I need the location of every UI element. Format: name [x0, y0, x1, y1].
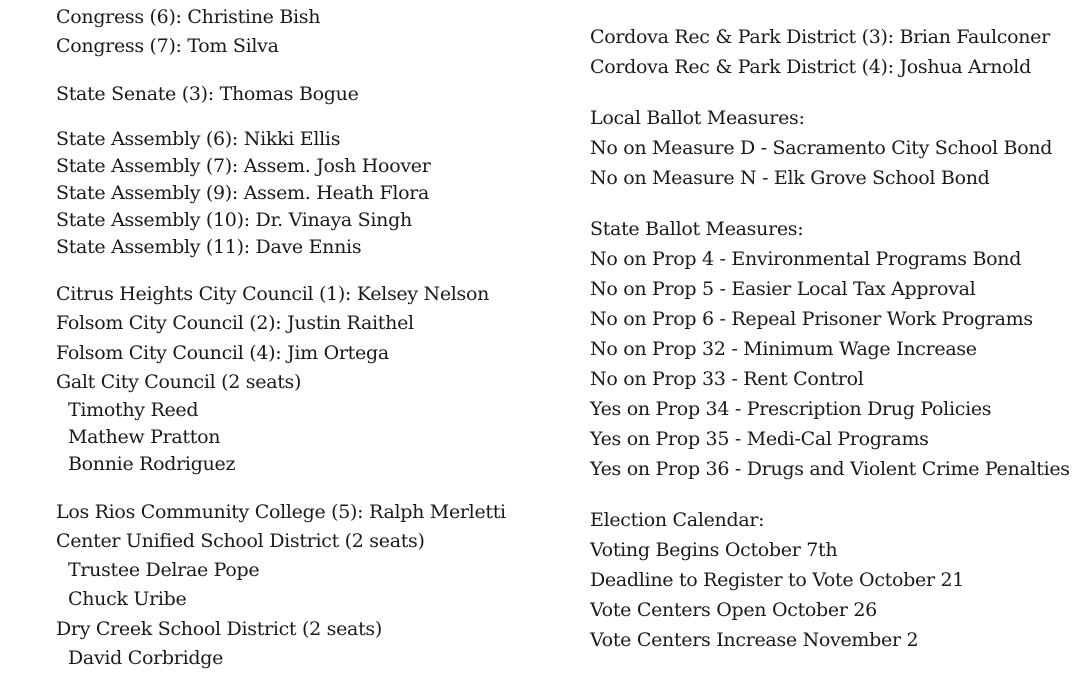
- endorsement-state-assembly-9: State Assembly (9): Assem. Heath Flora: [56, 182, 430, 204]
- galt-candidate: Mathew Pratton: [68, 426, 221, 448]
- state-measure-item: No on Prop 33 - Rent Control: [590, 368, 864, 390]
- center-unified-heading: Center Unified School District (2 seats): [56, 530, 425, 552]
- calendar-item: Vote Centers Open October 26: [590, 599, 877, 621]
- endorsement-los-rios-5: Los Rios Community College (5): Ralph Merletti: [56, 501, 506, 523]
- center-unified-candidate: Chuck Uribe: [68, 588, 187, 610]
- endorsement-congress-7: Congress (7): Tom Silva: [56, 35, 279, 57]
- state-measure-item: No on Prop 5 - Easier Local Tax Approval: [590, 278, 976, 300]
- galt-candidate: Timothy Reed: [68, 399, 199, 421]
- state-measure-item: No on Prop 6 - Repeal Prisoner Work Programs: [590, 308, 1033, 330]
- endorsement-congress-6: Congress (6): Christine Bish: [56, 6, 321, 28]
- dry-creek-candidate: David Corbridge: [68, 647, 224, 669]
- endorsement-state-assembly-6: State Assembly (6): Nikki Ellis: [56, 128, 341, 150]
- dry-creek-heading: Dry Creek School District (2 seats): [56, 618, 382, 640]
- endorsement-cordova-park-3: Cordova Rec & Park District (3): Brian Faulconer: [590, 26, 1050, 48]
- state-measure-item: Yes on Prop 36 - Drugs and Violent Crime Penalties: [590, 458, 1070, 480]
- state-measure-item: No on Prop 4 - Environmental Programs Bond: [590, 248, 1022, 270]
- election-calendar-heading: Election Calendar:: [590, 509, 765, 531]
- endorsement-folsom-council-2: Folsom City Council (2): Justin Raithel: [56, 312, 414, 334]
- endorsement-state-senate-3: State Senate (3): Thomas Bogue: [56, 83, 359, 105]
- state-ballot-measures-heading: State Ballot Measures:: [590, 218, 804, 240]
- calendar-item: Vote Centers Increase November 2: [590, 629, 919, 651]
- endorsement-state-assembly-10: State Assembly (10): Dr. Vinaya Singh: [56, 209, 412, 231]
- galt-candidate: Bonnie Rodriguez: [68, 453, 236, 475]
- state-measure-item: Yes on Prop 34 - Prescription Drug Policies: [590, 398, 992, 420]
- local-measure-item: No on Measure N - Elk Grove School Bond: [590, 167, 990, 189]
- endorsement-folsom-council-4: Folsom City Council (4): Jim Ortega: [56, 342, 389, 364]
- endorsement-cordova-park-4: Cordova Rec & Park District (4): Joshua Arnold: [590, 56, 1031, 78]
- endorsement-state-assembly-7: State Assembly (7): Assem. Josh Hoover: [56, 155, 431, 177]
- galt-city-council-heading: Galt City Council (2 seats): [56, 371, 302, 393]
- endorsement-state-assembly-11: State Assembly (11): Dave Ennis: [56, 236, 362, 258]
- center-unified-candidate: Trustee Delrae Pope: [68, 559, 260, 581]
- calendar-item: Voting Begins October 7th: [590, 539, 838, 561]
- local-ballot-measures-heading: Local Ballot Measures:: [590, 107, 805, 129]
- state-measure-item: Yes on Prop 35 - Medi-Cal Programs: [590, 428, 929, 450]
- state-measure-item: No on Prop 32 - Minimum Wage Increase: [590, 338, 977, 360]
- endorsement-citrus-heights-council-1: Citrus Heights City Council (1): Kelsey Nelson: [56, 283, 490, 305]
- local-measure-item: No on Measure D - Sacramento City School Bond: [590, 137, 1053, 159]
- calendar-item: Deadline to Register to Vote October 21: [590, 569, 965, 591]
